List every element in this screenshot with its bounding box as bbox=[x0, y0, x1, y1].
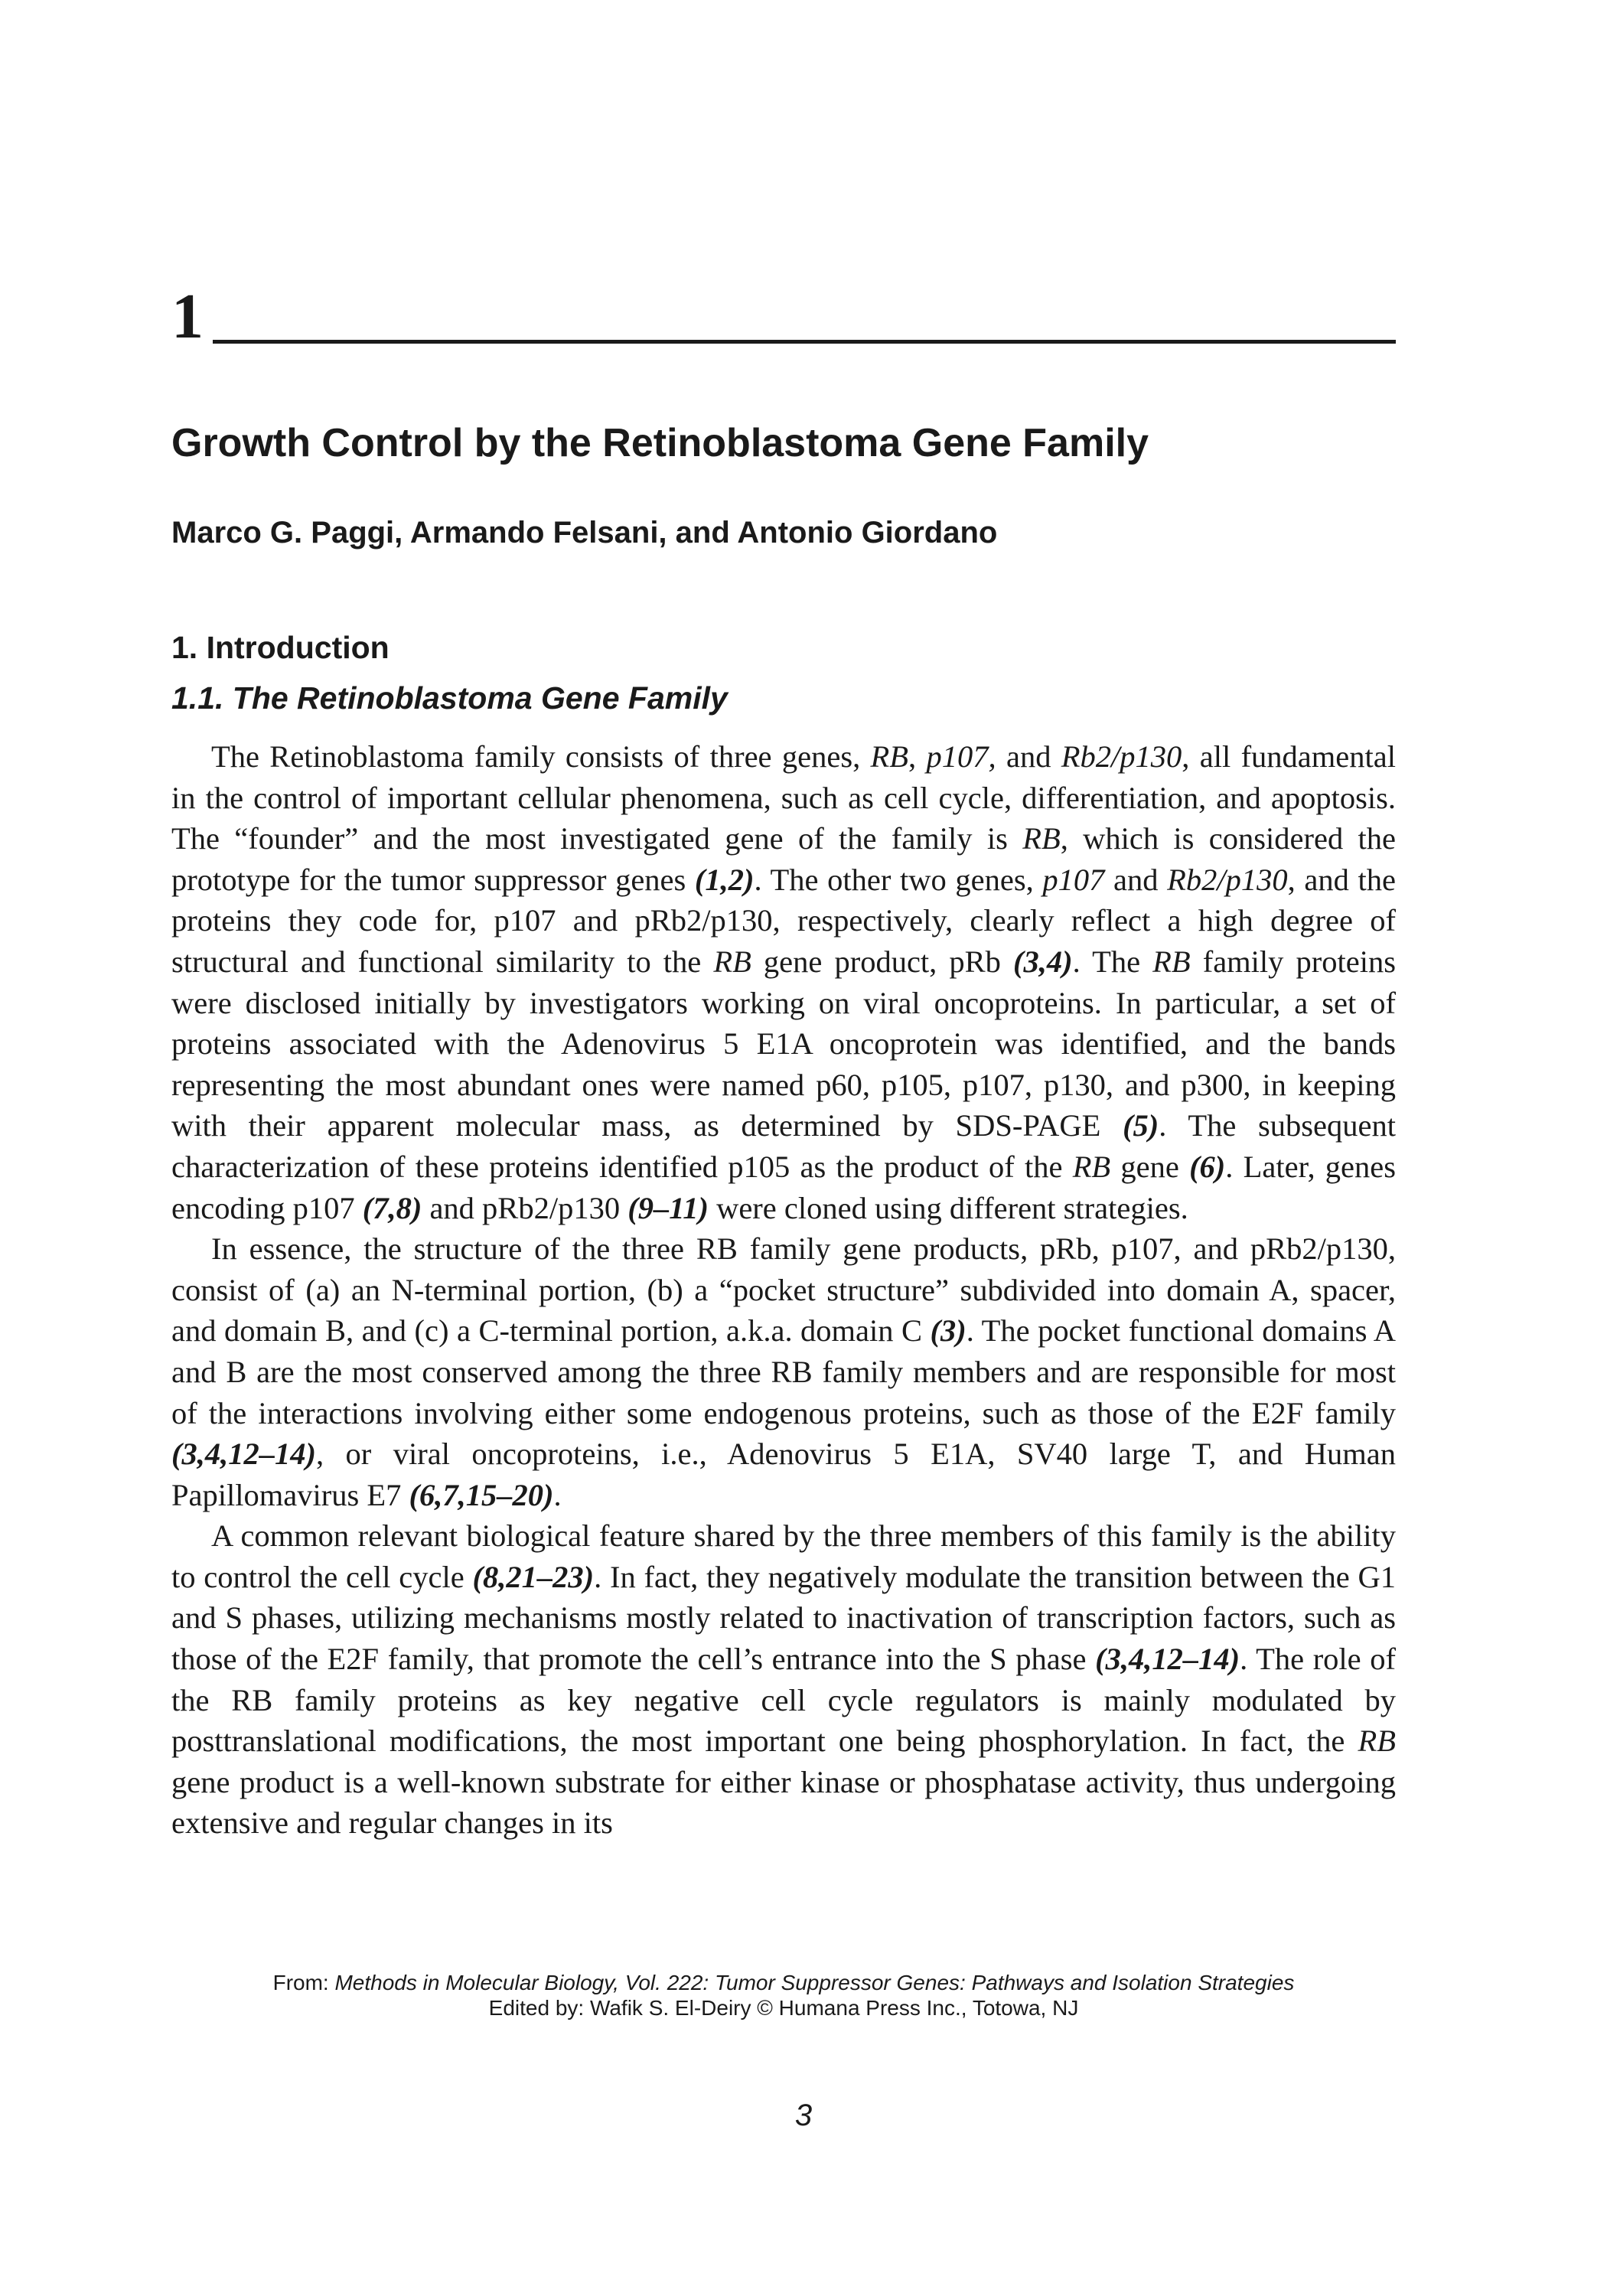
gene-name: RB bbox=[1152, 944, 1191, 979]
text-run: , all fundamental in the control of important cellular phenomena, such as cell cycle, differentiation, and apoptosis. The “founder” and the most investigated gene of the family is bbox=[171, 739, 1396, 856]
text-run: , or viral oncoproteins, i.e., Adenovirus 5 E1A, SV40 large T, and Human Papillomavirus E7 bbox=[171, 1437, 1396, 1512]
citation-ref: (3,4,12–14) bbox=[171, 1437, 316, 1472]
text-run: , bbox=[908, 739, 927, 774]
text-run: The Retinoblastoma family consists of three genes, bbox=[211, 739, 871, 774]
gene-name: Rb2/p130 bbox=[1167, 862, 1288, 897]
chapter-rule bbox=[213, 340, 1396, 344]
text-run: A common relevant biological feature shared by the three members of this family is the ability to control the cell cycle bbox=[171, 1518, 1396, 1594]
section-heading: 1. Introduction bbox=[171, 630, 390, 665]
text-run: . The bbox=[1072, 944, 1153, 979]
gene-name: p107 bbox=[1042, 862, 1105, 897]
citation-ref: (1,2) bbox=[694, 862, 755, 897]
text-run: . bbox=[553, 1477, 562, 1512]
citation-ref: (6,7,15–20) bbox=[409, 1477, 554, 1512]
text-run: and pRb2/p130 bbox=[422, 1190, 628, 1225]
text-run: were cloned using different strategies. bbox=[708, 1190, 1188, 1225]
text-run: . The subsequent characterization of these proteins identified p105 as the product of the bbox=[171, 1108, 1396, 1184]
text-run: . Later, genes encoding p107 bbox=[171, 1149, 1396, 1225]
gene-name: RB bbox=[713, 944, 751, 979]
paragraph bbox=[171, 1228, 1396, 1515]
author-list: Marco G. Paggi, Armando Felsani, and Antonio Giordano bbox=[171, 516, 998, 550]
editor-line: Edited by: Wafik S. El-Deiry © Humana Press Inc., Totowa, NJ bbox=[488, 1996, 1079, 2020]
subsection-heading: 1.1. The Retinoblastoma Gene Family bbox=[171, 680, 728, 716]
gene-name: p107, bbox=[926, 739, 996, 774]
citation-ref: (3) bbox=[930, 1313, 966, 1349]
page-number: 3 bbox=[794, 2099, 813, 2132]
citation-ref: (6) bbox=[1189, 1149, 1226, 1184]
source-line bbox=[171, 1970, 1396, 1995]
text-run: . The role of the RB family proteins as key negative cell cycle regulators is mainly modulated by posttranslational modifications, the most important one being phosphorylation. In fact, the bbox=[171, 1642, 1397, 1759]
from-label: From: bbox=[272, 1971, 335, 1994]
gene-name: RB bbox=[1072, 1149, 1111, 1184]
citation-ref: (7,8) bbox=[362, 1190, 422, 1225]
text-run: gene bbox=[1110, 1149, 1190, 1184]
text-run: In essence, the structure of the three RB family gene products, pRb, p107, and pRb2/p130, consist of (a) an N-terminal portion, (b) a “pocket structure” subdivided into domain A, spacer, and domain B, and (c) a C-terminal portion, a.k.a. domain C bbox=[171, 1231, 1396, 1349]
body-text bbox=[171, 736, 1396, 1844]
paragraph bbox=[171, 1515, 1396, 1844]
gene-name: RB bbox=[1358, 1724, 1396, 1759]
citation-ref: (5) bbox=[1123, 1108, 1159, 1143]
text-run: gene product is a well-known substrate for either kinase or phosphatase activity, thus undergoing extensive and regular changes in its bbox=[171, 1764, 1396, 1841]
paragraph bbox=[171, 736, 1396, 1228]
source-title: Methods in Molecular Biology, Vol. 222: Tumor Suppressor Genes: Pathways and Isolation Strategies bbox=[334, 1971, 1295, 1994]
chapter-number: 1 bbox=[171, 281, 204, 352]
text-run: , and the proteins they code for, p107 and pRb2/p130, respectively, clearly reflect a high degree of structural and functional similarity to the bbox=[171, 862, 1396, 979]
citation-ref: (9–11) bbox=[627, 1190, 709, 1225]
text-run: gene product, pRb bbox=[751, 944, 1013, 979]
text-run: . The other two genes, bbox=[754, 862, 1043, 897]
gene-name: RB bbox=[870, 739, 909, 774]
gene-name: Rb2/p130 bbox=[1061, 739, 1182, 774]
gene-name: RB bbox=[1022, 821, 1061, 856]
text-run: , which is considered the prototype for the tumor suppressor genes bbox=[171, 821, 1396, 897]
text-run: and bbox=[996, 739, 1061, 774]
text-run: and bbox=[1104, 862, 1168, 897]
text-run: . In fact, they negatively modulate the transition between the G1 and S phases, utilizing mechanisms mostly related to inactivation of transcription factors, such as those of the E2F family, that promote the cell’s entrance into the S phase bbox=[171, 1559, 1396, 1677]
citation-ref: (8,21–23) bbox=[472, 1559, 595, 1594]
citation-ref: (3,4,12–14) bbox=[1095, 1642, 1240, 1677]
text-run: family proteins were disclosed initially by investigators working on viral oncoproteins. In particular, a set of proteins associated with the Adenovirus 5 E1A oncoprotein was identified, and the bands representing the most abundant ones were named p60, p105, p107, p130, and p300, in keeping with their apparent molecular mass, as determined by SDS-PAGE bbox=[171, 944, 1396, 1143]
source-footnote bbox=[171, 1970, 1396, 2020]
text-run: . The pocket functional domains A and B are the most conserved among the three RB family members and are responsible for most of the interactions involving either some endogenous proteins, such as those of the E2F family bbox=[171, 1313, 1396, 1430]
citation-ref: (3,4) bbox=[1013, 944, 1073, 979]
chapter-title: Growth Control by the Retinoblastoma Gene Family bbox=[171, 421, 1149, 465]
